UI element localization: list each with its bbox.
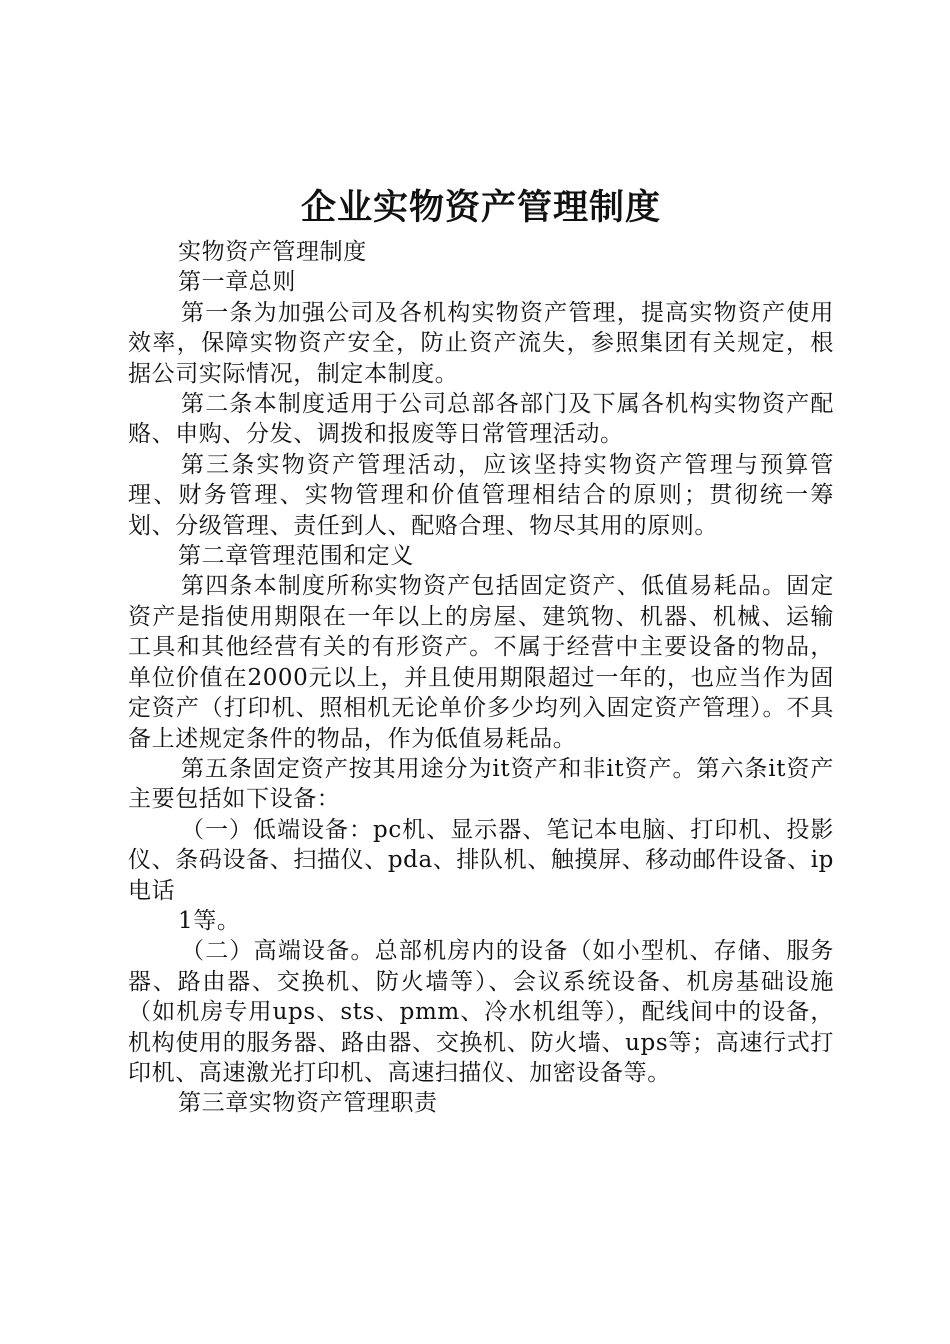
chapter-heading: 第三章实物资产管理职责	[178, 1090, 438, 1117]
article-paragraph: 第五条固定资产按其用途分为it资产和非it资产。第六条it资产主要包括如下设备：	[128, 755, 834, 813]
article-paragraph: 第一条为加强公司及各机构实物资产管理，提高实物资产使用效率，保障实物资产安全，防止资产流失，参照集团有关规定，根据公司实际情况，制定本制度。	[128, 299, 834, 387]
chapter-heading: 第一章总则	[178, 269, 296, 296]
document-title: 企业实物资产管理制度	[300, 187, 661, 228]
article-paragraph: 第三条实物资产管理活动，应该坚持实物资产管理与预算管理、财务管理、实物管理和价值管理相结合的原则；贯彻统一筹划、分级管理、责任到人、配赂合理、物尽其用的原则。	[128, 451, 834, 539]
section-heading: 实物资产管理制度	[178, 239, 367, 265]
list-item-continuation: 1等。	[178, 907, 241, 934]
chapter-heading: 第二章管理范围和定义	[178, 543, 414, 570]
list-item-paragraph: （一）低端设备：pc机、显示器、笔记本电脑、打印机、投影仪、条码设备、扫描仪、pda、排队机、触摸屏、移动邮件设备、ip电话	[128, 816, 834, 904]
article-paragraph: 第二条本制度适用于公司总部各部门及下属各机构实物资产配赂、申购、分发、调拨和报废等日常管理活动。	[128, 391, 834, 448]
document-page	[128, 185, 834, 1119]
document-body	[128, 237, 834, 1119]
list-item-paragraph: （二）高端设备。总部机房内的设备（如小型机、存储、服务器、路由器、交换机、防火墙等）、会议系统设备、机房基础设施（如机房专用ups、sts、pmm、冷水机组等），配线间中的设备，机构使用的服务器、路由器、交换机、防火墙、ups等；高速行式打印机、高速激光打印机、高速扫描仪、加密设备等。	[128, 938, 834, 1086]
article-paragraph: 第四条本制度所称实物资产包括固定资产、低值易耗品。固定资产是指使用期限在一年以上的房屋、建筑物、机器、机械、运输工具和其他经营有关的有形资产。不属于经营中主要设备的物品，单位价值在2000元以上，并且使用期限超过一年的，也应当作为固定资产（打印机、照相机无论单价多少均列入固定资产管理）。不具备上述规定条件的物品，作为低值易耗品。	[128, 573, 834, 752]
